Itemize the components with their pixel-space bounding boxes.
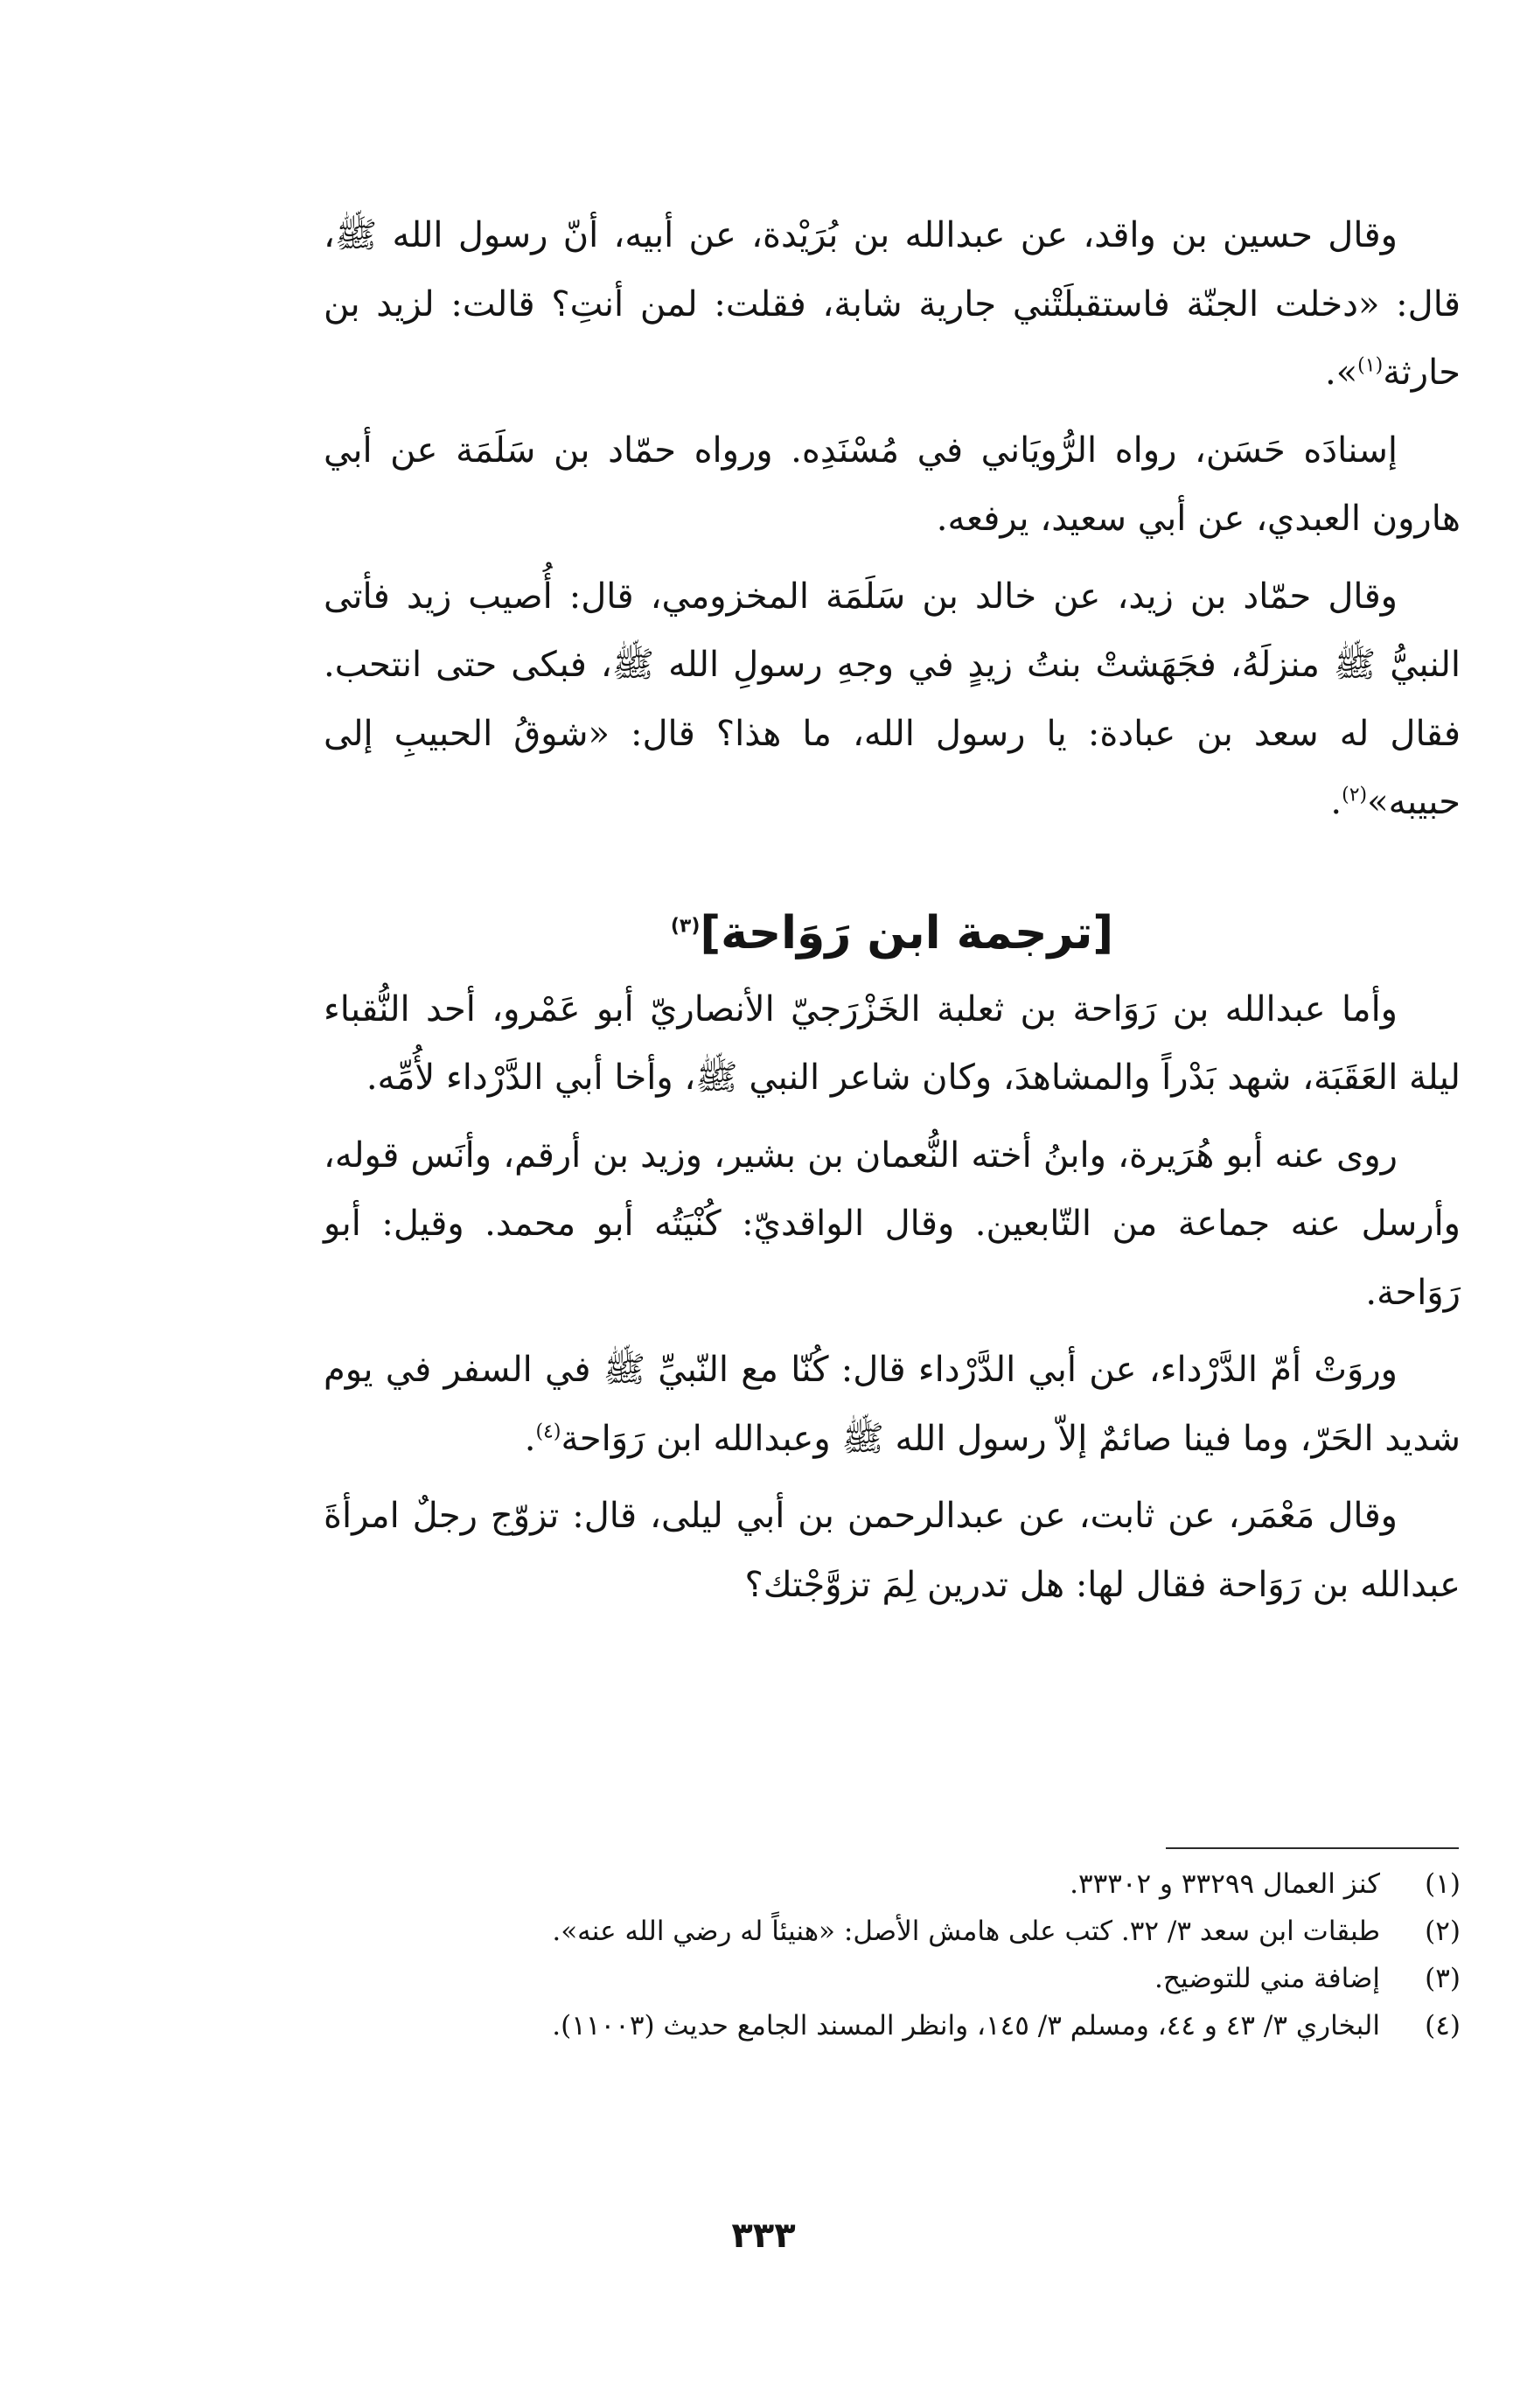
paragraph-end: . [524,1418,536,1459]
footnote-item [324,1860,1461,1908]
paragraph-end: ». [1324,352,1358,393]
paragraph-text: وروَتْ أمّ الدَّرْداء، عن أبي الدَّرْداء قال: كُنّا مع النّبيِّ ﷺ في السفر في يوم شديد الحَرّ، وما فينا صائمٌ إلاّ رسول الله ﷺ وعبدالله ابن رَوَاحة [324,1350,1461,1459]
footnote-divider [1166,1847,1459,1849]
footnote-text: البخاري ٣/ ٤٣ و ٤٤، ومسلم ٣/ ١٤٥، وانظر المسند الجامع حديث (١١٠٠٣). [552,2010,1380,2042]
footnote-ref-3[interactable]: (٣) [670,915,701,938]
footnote-text: كنز العمال ٣٣٢٩٩ و ٣٣٣٠٢. [1070,1868,1380,1900]
paragraph-end: . [1330,782,1342,822]
paragraph-text: روى عنه أبو هُرَيرة، وابنُ أخته النُّعمان بن بشير، وزيد بن أرقم، وأنَس قوله، وأرسل عنه جماعة من التّابعين. وقال الواقديّ: كُنْيَتُه أبو محمد. وقيل: أبو رَوَاحة. [324,1134,1461,1313]
footnote-ref-1[interactable]: (١) [1357,354,1384,377]
paragraph-text: وقال حمّاد بن زيد، عن خالد بن سَلَمَة المخزومي، قال: أُصيب زيد فأتى النبيُّ ﷺ منزلَهُ، فجَهَشتْ بنتُ زيدٍ في وجهِ رسولِ الله ﷺ، فبكى حتى انتحب. فقال له سعد بن عبادة: يا رسول الله، ما هذا؟ قال: «شوقُ الحبيبِ إلى حبيبه» [324,576,1461,822]
footnote-text: طبقات ابن سعد ٣/ ٣٢. كتب على هامش الأصل: «هنيئاً له رضي الله عنه». [552,1916,1380,1947]
footnote-number: (٣) [1425,1963,1461,1994]
paragraph-text: إسنادَه حَسَن، رواه الرُّويَاني في مُسْنَدِه. ورواه حمّاد بن سَلَمَة عن أبي هارون العبدي، عن أبي سعيد، يرفعه. [324,429,1461,539]
footnote-item [324,2002,1461,2049]
paragraph-text: وأما عبدالله بن رَوَاحة بن ثعلبة الخَزْرَجيّ الأنصاريّ أبو عَمْرو، أحد النُّقباء ليلة العَقَبَة، شهد بَدْراً والمشاهدَ، وكان شاعر النبي ﷺ، وأخا أبي الدَّرْداء لأُمِّه. [324,988,1461,1098]
footnote-number: (٢) [1425,1916,1461,1947]
paragraph-umm-darda [324,1336,1461,1473]
footnote-number: (١) [1425,1868,1461,1900]
footnote-item [324,1955,1461,2002]
footnote-ref-4[interactable]: (٤) [535,1420,561,1443]
footnotes [324,1860,1461,2049]
footnote-number: (٤) [1425,2010,1461,2042]
page-number: ٣٣٣ [731,2216,796,2256]
paragraph-hadith-zaid-haritha [324,201,1461,408]
paragraph-text: وقال حسين بن واقد، عن عبدالله بن بُرَيْدة، عن أبيه، أنّ رسول الله ﷺ، قال: «دخلت الجنّة فاستقبلَتْني جارية شابة، فقلت: لمن أنتِ؟ قالت: لزيد بن حارثة [324,215,1461,393]
paragraph-ibn-rawaha-bio [324,975,1461,1113]
paragraph-narrators [324,1121,1461,1328]
paragraph-text: وقال مَعْمَر، عن ثابت، عن عبدالرحمن بن أبي ليلى، قال: تزوّج رجلٌ امرأةَ عبدالله بن رَوَاحة فقال لها: هل تدرين لِمَ تزوَّجْتك؟ [324,1496,1461,1605]
paragraph-isnad-note [324,416,1461,554]
paragraph-hammad-narration [324,562,1461,837]
page-body [324,201,1461,1628]
paragraph-mamar [324,1482,1461,1619]
section-heading-ibn-rawaha [324,898,1461,968]
footnote-item [324,1908,1461,1955]
footnote-text: إضافة مني للتوضيح. [1154,1963,1380,1994]
heading-text: [ترجمة ابن رَوَاحة] [700,906,1114,960]
footnote-ref-2[interactable]: (٢) [1342,784,1368,806]
